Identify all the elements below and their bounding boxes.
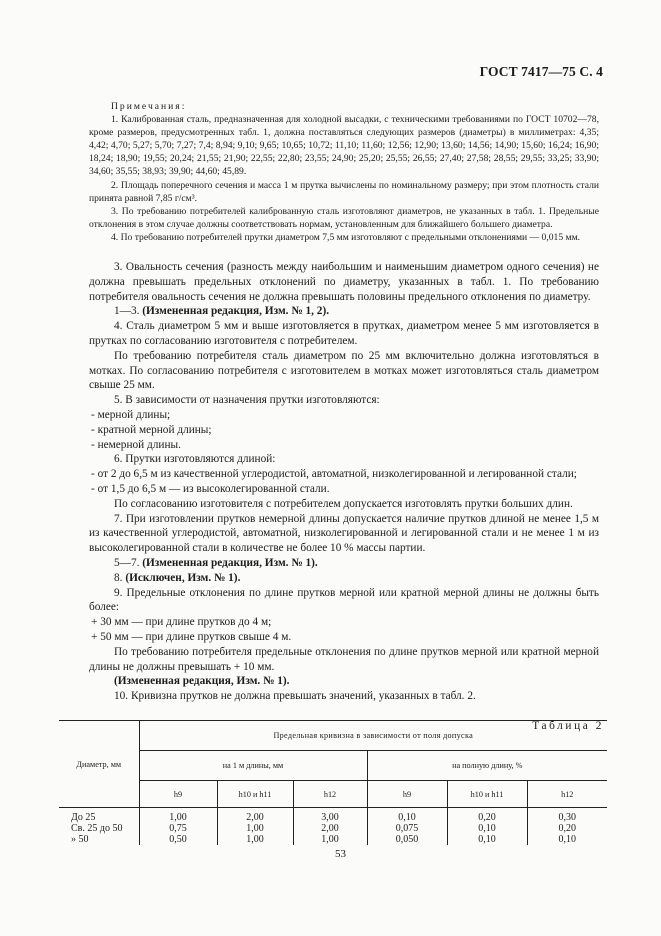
table-cell: 3,00 bbox=[293, 808, 367, 824]
column-header-full-length: на полную длину, % bbox=[367, 751, 607, 781]
revision-note: (Исключен, Изм. № 1). bbox=[125, 571, 241, 584]
page-header: ГОСТ 7417—75 С. 4 bbox=[479, 64, 603, 79]
table-cell: 1,00 bbox=[293, 834, 367, 845]
note-4: 4. По требованию потребителей прутки диаметром 7,5 мм изготовляют с предельными отклонениями — 0,015 мм. bbox=[111, 231, 581, 243]
column-header-per-meter: на 1 м длины, мм bbox=[139, 751, 367, 781]
column-header-tolerance: h12 bbox=[527, 781, 607, 808]
paragraph: 3. Овальность сечения (разность между наибольшим и наименьшим диаметром одного сечения) не должна превышать предельных отклонений по диаметру, указанных в табл. 1. По требованию потребителя овальность сечения не должна превышать половины предельного отклонения по диаметру. bbox=[89, 261, 599, 303]
list-item: - от 2 до 6,5 м из качественной углеродистой, автоматной, низколегированной и легированной стали; bbox=[91, 468, 577, 481]
table-cell: 0,050 bbox=[367, 834, 447, 845]
clause-ref: 8. bbox=[114, 571, 123, 584]
table-cell: 0,10 bbox=[447, 834, 527, 845]
paragraph: 9. Предельные отклонения по длине прутков мерной или кратной мерной длины не должны быть более: bbox=[89, 586, 599, 614]
table-title: Таблица 2 bbox=[532, 719, 604, 732]
column-header-curvature: Предельная кривизна в зависимости от поля допуска bbox=[139, 721, 607, 751]
table-cell: 0,20 bbox=[558, 823, 576, 834]
paragraph bbox=[89, 304, 599, 319]
paragraph: 5. В зависимости от назначения прутки изготовляются: bbox=[114, 394, 380, 407]
table-cell: 2,00 bbox=[217, 808, 293, 824]
table-row bbox=[59, 834, 607, 845]
note-3: 3. По требованию потребителей калиброванную сталь изготовляют диаметров, не указанных в табл. 1. Предельные отклонения в этом случае должны соответствовать нормам, установленным для ближайшего большего диаметра. bbox=[89, 205, 599, 230]
paragraph: По согласованию изготовителя с потребителем допускается изготовлять прутки больших длин. bbox=[114, 497, 573, 510]
table-cell-diameter: До 25 bbox=[59, 808, 139, 824]
paragraph: По требованию потребителя предельные отклонения по длине прутков мерной или кратной мерной длины не должны превышать + 10 мм. bbox=[89, 645, 599, 673]
table-cell: 0,75 bbox=[139, 823, 217, 834]
column-header-tolerance: h10 и h11 bbox=[217, 781, 293, 808]
table-cell: 0,10 bbox=[367, 808, 447, 824]
clause-ref: 1—3. bbox=[114, 305, 140, 318]
list-item: - от 1,5 до 6,5 м — из высоколегированной стали. bbox=[91, 482, 330, 495]
table-cell: 1,00 bbox=[139, 808, 217, 824]
page-content bbox=[89, 100, 604, 732]
revision-note: (Измененная редакция, Изм. № 1). bbox=[142, 556, 318, 569]
list-item: - немерной длины. bbox=[91, 438, 181, 451]
table-cell: 1,00 bbox=[217, 823, 293, 834]
paragraph: 10. Кривизна прутков не должна превышать значений, указанных в табл. 2. bbox=[114, 690, 476, 703]
table-cell: 0,50 bbox=[139, 834, 217, 845]
table-row bbox=[59, 808, 607, 824]
paragraph: 4. Сталь диаметром 5 мм и выше изготовляется в прутках, диаметром менее 5 мм изготовляется в прутках по согласованию изготовителя с потребителем. bbox=[89, 320, 599, 348]
table-cell: 1,00 bbox=[217, 834, 293, 845]
page-number: 53 bbox=[335, 848, 346, 860]
paragraph: 6. Прутки изготовляются длиной: bbox=[114, 453, 276, 466]
column-header-diameter: Диаметр, мм bbox=[59, 721, 139, 808]
paragraph bbox=[89, 556, 599, 571]
table-cell-diameter: » 50 bbox=[59, 834, 139, 845]
table-cell-diameter: Св. 25 до 50 bbox=[59, 823, 139, 834]
paragraph: По требованию потребителя сталь диаметром по 25 мм включительно должна изготовляться в мотках. По согласованию потребителя с изготовителем в мотках может изготовляться сталь диаметром свыше 25 мм. bbox=[89, 349, 599, 392]
notes-section bbox=[89, 100, 599, 244]
paragraph bbox=[89, 674, 599, 689]
table-cell: 0,30 bbox=[558, 812, 576, 823]
column-header-tolerance: h10 и h11 bbox=[447, 781, 527, 808]
notes-title: Примечания: bbox=[111, 101, 187, 112]
table-cell: 2,00 bbox=[293, 823, 367, 834]
column-header-tolerance: h12 bbox=[293, 781, 367, 808]
list-item: + 50 мм — при длине прутков свыше 4 м. bbox=[91, 630, 292, 643]
clause-ref: 5—7. bbox=[114, 556, 140, 569]
column-header-tolerance: h9 bbox=[139, 781, 217, 808]
revision-note: (Измененная редакция, Изм. № 1, 2). bbox=[142, 305, 330, 318]
list-item: - кратной мерной длины; bbox=[91, 423, 212, 436]
table-row bbox=[59, 823, 607, 834]
list-item: - мерной длины; bbox=[91, 409, 171, 421]
revision-note: (Измененная редакция, Изм. № 1). bbox=[114, 675, 290, 688]
curvature-table bbox=[59, 720, 607, 845]
note-2: 2. Площадь поперечного сечения и масса 1 м прутка вычислены по номинальному размеру; при этом плотность стали принята равной 7,85 г/см³. bbox=[89, 179, 599, 204]
table-cell: 0,20 bbox=[447, 808, 527, 824]
table-cell: 0,10 bbox=[447, 823, 527, 834]
paragraph: 7. При изготовлении прутков немерной длины допускается наличие прутков длиной не менее 1,5 м из качественной углеродистой, автоматной, низколегированной и легированной стали и не менее 1 м из высоколегированной стали в количестве не более 10 % массы партии. bbox=[89, 512, 599, 555]
column-header-tolerance: h9 bbox=[367, 781, 447, 808]
list-item: + 30 мм — при длине прутков до 4 м; bbox=[91, 616, 272, 629]
paragraph bbox=[89, 571, 599, 586]
table-cell: 0,10 bbox=[558, 834, 576, 845]
main-text bbox=[89, 260, 599, 704]
note-1: 1. Калиброванная сталь, предназначенная для холодной высадки, с техническими требованиями по ГОСТ 10702—78, кроме размеров, предусмотренных табл. 1, должна поставляться следующих размеров (диаметры) в миллиметрах: 4,35; 4,42; 4,70; 5,27; 5,70; 7,27; 7,4; 8,94; 9,10; 9,65; 10,65; 10,72; 11,10; 11,60; 12,56; 12,90; 13,60; 14,56; 14,90; 15,60; 16,24; 16,90; 18,24; 18,90; 19,55; 20,24; 21,55; 21,90; 22,55; 22,80; 23,55; 24,90; 25,20; 25,55; 26,55; 27,40; 27,58; 28,55; 29,55; 33,25; 33,90; 34,60; 35,55; 38,93; 39,90; 44,60; 45,89. bbox=[89, 114, 599, 178]
table-cell: 0,075 bbox=[367, 823, 447, 834]
